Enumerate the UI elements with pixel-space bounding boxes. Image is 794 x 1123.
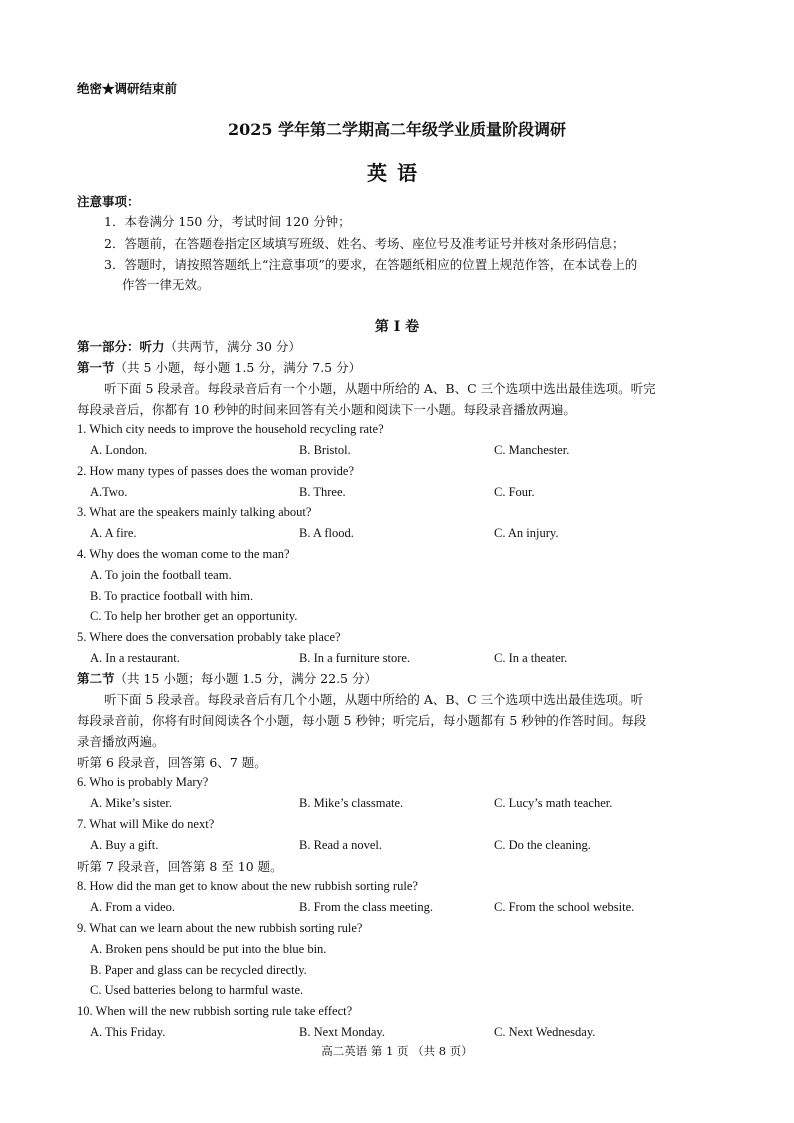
page-footer: 高二英语 第 1 页 （共 8 页）	[321, 1044, 473, 1058]
option-a: A.Two.	[90, 485, 128, 499]
option-b: B. Mike’s classmate.	[299, 796, 404, 810]
section2-heading	[77, 669, 377, 687]
exam-title: 2025 学年第二学期高二年级学业质量阶段调研	[227, 120, 567, 139]
question-stem: 4. Why does the woman come to the man?	[77, 547, 290, 561]
option-c: C. Manchester.	[494, 443, 570, 457]
option-a: A. In a restaurant.	[90, 651, 180, 665]
option-b: B. Read a novel.	[299, 838, 382, 852]
section1-instruction: 听下面 5 段录音。每段录音后有一个小题，从题中所给的 A、B、C 三个选项中选出最佳选项。听完	[104, 381, 656, 396]
option-c: C. To help her brother get an opportunity.	[90, 609, 298, 623]
option-c: C. An injury.	[494, 526, 559, 540]
note-item: 作答一律无效。	[122, 277, 210, 292]
option-c: C. Lucy’s math teacher.	[494, 796, 613, 810]
question-stem: 9. What can we learn about the new rubbish sorting rule?	[77, 921, 363, 935]
option-b: B. Paper and glass can be recycled directly.	[90, 963, 307, 977]
question-stem: 5. Where does the conversation probably take place?	[77, 630, 341, 644]
option-c: C. Do the cleaning.	[494, 838, 591, 852]
option-b: B. A flood.	[299, 526, 354, 540]
section1-instruction: 每段录音后，你都有 10 秒钟的时间来回答有关小题和阅读下一小题。每段录音播放两遍。	[77, 402, 576, 417]
question-stem: 8. How did the man get to know about the new rubbish sorting rule?	[77, 879, 418, 893]
option-c: C. Used batteries belong to harmful waste.	[90, 983, 304, 997]
section2-instruction: 每段录音前，你将有时间阅读各个小题，每小题 5 秒钟；听完后，每小题都有 5 秒钟的作答时间。每段	[77, 713, 647, 728]
part1-heading-bold: 第一部分：听力	[77, 339, 165, 354]
section1-heading-bold: 第一节	[77, 360, 115, 375]
subject-title: 英语	[367, 161, 427, 185]
option-c: C. Four.	[494, 485, 535, 499]
part1-heading	[77, 337, 301, 355]
option-b: B. Three.	[299, 485, 346, 499]
section2-heading-rest: （共 15 小题；每小题 1.5 分，满分 22.5 分）	[114, 671, 377, 686]
option-b: B. In a furniture store.	[299, 651, 411, 665]
section1-heading-rest: （共 5 小题，每小题 1.5 分，满分 7.5 分）	[114, 360, 362, 375]
option-c: C. In a theater.	[494, 651, 568, 665]
confidential-mark: 绝密★调研结束前	[77, 81, 178, 96]
option-a: A. London.	[90, 443, 148, 457]
option-a: A. From a video.	[90, 900, 176, 914]
listen-instruction: 听第 6 段录音，回答第 6、7 题。	[77, 755, 267, 770]
note-item: 1．本卷满分 150 分，考试时间 120 分钟；	[104, 214, 351, 229]
option-c: C. From the school website.	[494, 900, 635, 914]
question-stem: 10. When will the new rubbish sorting rule take effect?	[77, 1004, 353, 1018]
note-item: 2．答题前，在答题卷指定区域填写班级、姓名、考场、座位号及准考证号并核对条形码信息；	[104, 236, 625, 251]
question-stem: 6. Who is probably Mary?	[77, 775, 209, 789]
option-b: B. Next Monday.	[299, 1025, 385, 1039]
note-item: 3．答题时，请按照答题纸上“注意事项”的要求，在答题纸相应的位置上规范作答，在本试卷上的	[104, 257, 638, 272]
option-b: B. From the class meeting.	[299, 900, 434, 914]
question-stem: 7. What will Mike do next?	[77, 817, 215, 831]
section2-heading-bold: 第二节	[77, 671, 115, 686]
option-a: A. A fire.	[90, 526, 137, 540]
option-b: B. Bristol.	[299, 443, 351, 457]
listen-instruction: 听第 7 段录音，回答第 8 至 10 题。	[77, 859, 283, 874]
notes-heading: 注意事项：	[77, 194, 140, 209]
section2-instruction: 录音播放两遍。	[77, 734, 165, 749]
option-b: B. To practice football with him.	[90, 589, 254, 603]
section1-heading	[77, 358, 361, 376]
section2-instruction: 听下面 5 段录音。每段录音后有几个小题，从题中所给的 A、B、C 三个选项中选出最佳选项。听	[104, 692, 644, 707]
question-stem: 3. What are the speakers mainly talking about?	[77, 505, 312, 519]
option-a: A. Mike’s sister.	[90, 796, 172, 810]
option-a: A. Buy a gift.	[90, 838, 159, 852]
option-c: C. Next Wednesday.	[494, 1025, 596, 1039]
option-a: A. Broken pens should be put into the blue bin.	[90, 942, 327, 956]
part1-heading-rest: （共两节，满分 30 分）	[164, 339, 301, 354]
question-stem: 2. How many types of passes does the woman provide?	[77, 464, 355, 478]
question-stem: 1. Which city needs to improve the household recycling rate?	[77, 422, 384, 436]
option-a: A. This Friday.	[90, 1025, 166, 1039]
volume-title: 第 I 卷	[374, 319, 420, 335]
option-a: A. To join the football team.	[90, 568, 232, 582]
